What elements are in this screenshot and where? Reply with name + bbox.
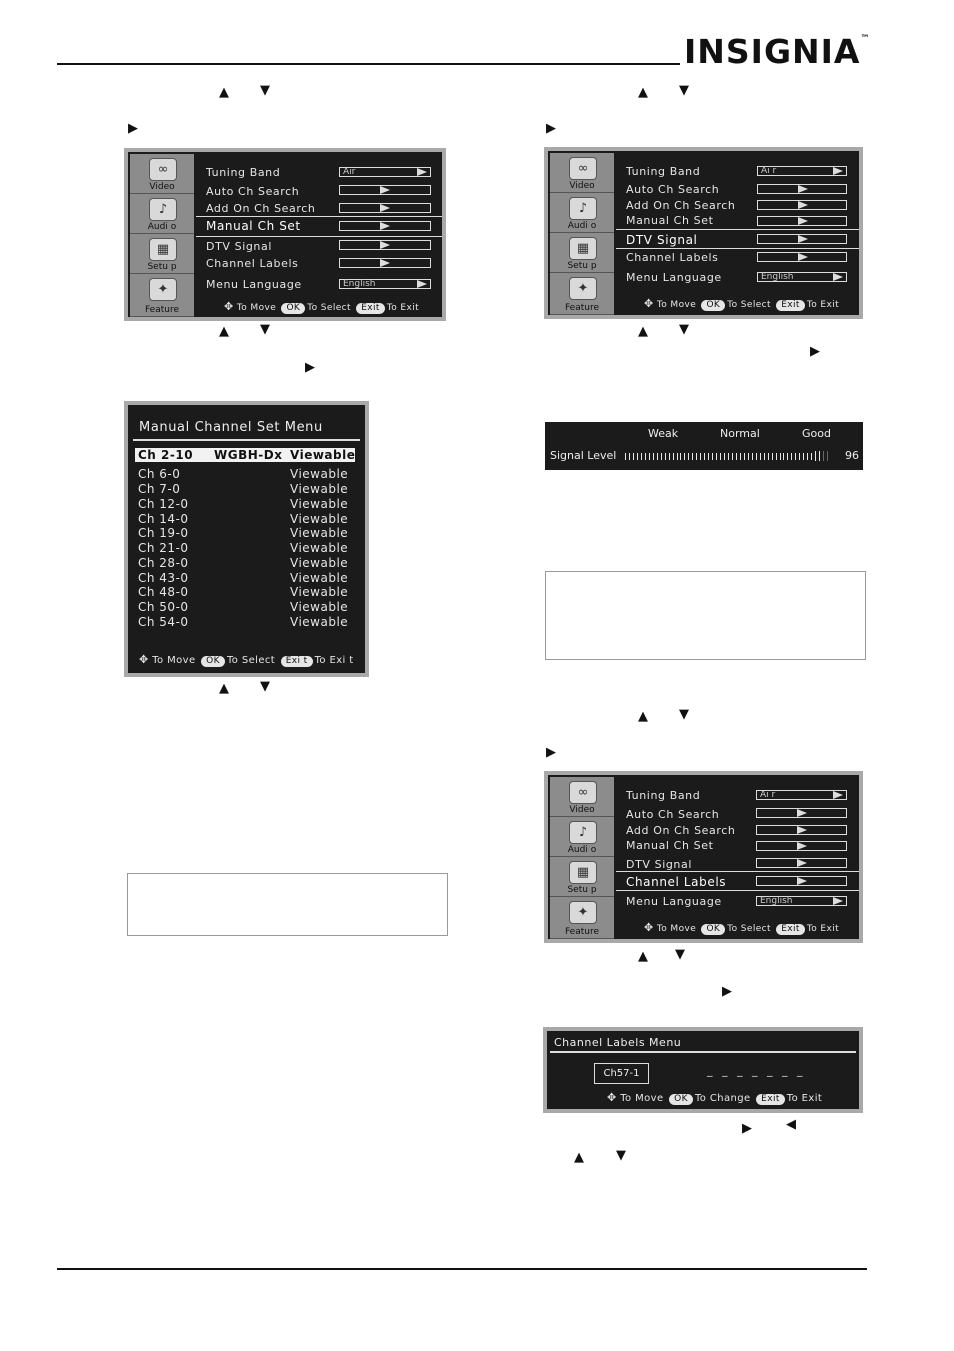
- signal-tick: [692, 453, 693, 460]
- signal-tick: [787, 453, 788, 460]
- signal-tick: [716, 453, 717, 460]
- add-on-ch-search-value[interactable]: [757, 200, 847, 210]
- channel-row[interactable]: Ch 19-0 Viewable: [138, 526, 349, 540]
- audio-icon: ♪: [569, 197, 597, 220]
- dtv-signal-value[interactable]: [756, 858, 847, 868]
- setup-menu-manual-ch-set: [124, 148, 446, 321]
- move-icon: ✥: [607, 1091, 617, 1104]
- tuning-band-value[interactable]: Air: [339, 167, 431, 177]
- up-arrow-icon: ▲: [638, 85, 648, 100]
- signal-tick: [760, 453, 761, 460]
- up-arrow-icon: ▲: [638, 949, 648, 964]
- audio-icon: ♪: [149, 198, 177, 221]
- video-icon: ∞: [569, 781, 597, 804]
- signal-tick: [736, 453, 737, 460]
- audio-icon: ♪: [569, 821, 597, 844]
- setup-menu-channel-labels: [544, 771, 863, 943]
- signal-level-label: Signal Level: [550, 449, 617, 462]
- signal-tick: [791, 453, 792, 460]
- signal-tick: [661, 453, 662, 460]
- down-arrow-icon: ▼: [260, 83, 270, 98]
- channel-labels-value[interactable]: [339, 258, 431, 268]
- signal-tick: [815, 451, 816, 461]
- signal-tick: [752, 453, 753, 460]
- channel-row[interactable]: Ch 12-0 Viewable: [138, 497, 349, 511]
- row-tuning-band[interactable]: Tuning Band: [206, 166, 281, 179]
- selected-channel-row[interactable]: Ch 2-10 WGBH-Dx Viewable: [135, 448, 355, 462]
- tab-setup[interactable]: ▦ Setu p: [550, 233, 614, 273]
- row-add-on-ch-search[interactable]: Add On Ch Search: [206, 202, 316, 215]
- auto-ch-search-value[interactable]: [757, 184, 847, 194]
- down-arrow-icon: ▼: [679, 83, 689, 98]
- row-menu-language[interactable]: Menu Language: [626, 271, 722, 284]
- menu-footer: ✥ To Move OK To Select Exit To Exit: [644, 297, 840, 310]
- row-channel-labels[interactable]: Channel Labels: [626, 251, 719, 264]
- channel-labels-title: Channel Labels Menu: [554, 1036, 682, 1049]
- signal-tick: [673, 453, 674, 460]
- tab-feature[interactable]: ✦ Feature: [550, 273, 614, 315]
- feature-icon: ✦: [149, 278, 177, 301]
- signal-tick: [724, 453, 725, 460]
- channel-number-field[interactable]: Ch57-1: [594, 1063, 649, 1084]
- menu-footer: ✥ To Move OK To Select Exit To Exit: [644, 921, 840, 934]
- setup-menu-dtv-signal: [544, 147, 863, 319]
- right-arrow-icon: ▶: [810, 344, 820, 359]
- signal-tick: [633, 453, 634, 460]
- signal-tick: [783, 453, 784, 460]
- signal-tick: [708, 453, 709, 460]
- signal-tick: [629, 453, 630, 460]
- left-arrow-icon: ◀: [786, 1117, 796, 1132]
- signal-ticks: [625, 451, 831, 461]
- channel-row[interactable]: Ch 54-0 Viewable: [138, 615, 349, 629]
- signal-tick: [823, 451, 824, 461]
- up-arrow-icon: ▲: [638, 709, 648, 724]
- up-arrow-icon: ▲: [574, 1150, 584, 1165]
- menu-language-value[interactable]: English: [339, 279, 431, 289]
- move-icon: ✥: [139, 653, 149, 666]
- signal-tick: [748, 453, 749, 460]
- setup-icon: ▦: [569, 237, 597, 260]
- manual-channel-menu-title: Manual Channel Set Menu: [139, 420, 323, 435]
- channel-row[interactable]: Ch 48-0 Viewable: [138, 585, 349, 599]
- signal-tick: [641, 453, 642, 460]
- setup-icon: ▦: [149, 238, 177, 261]
- channel-labels-menu: [543, 1027, 863, 1113]
- signal-tick: [819, 451, 820, 461]
- signal-tick: [772, 453, 773, 460]
- channel-row[interactable]: Ch 14-0 Viewable: [138, 512, 349, 526]
- setup-icon: ▦: [569, 861, 597, 884]
- channel-row[interactable]: Ch 21-0 Viewable: [138, 541, 349, 555]
- signal-tick: [740, 453, 741, 460]
- manual-ch-set-value[interactable]: [339, 221, 431, 231]
- signal-tick: [720, 453, 721, 460]
- down-arrow-icon: ▼: [679, 322, 689, 337]
- signal-tick: [625, 453, 626, 460]
- channel-row[interactable]: Ch 6-0 Viewable: [138, 467, 349, 481]
- channel-row[interactable]: Ch 7-0 Viewable: [138, 482, 349, 496]
- signal-level-meter: [545, 422, 863, 470]
- menu-footer: ✥ To Move OK To Select Exit To Exit: [224, 300, 420, 313]
- move-icon: ✥: [644, 297, 654, 310]
- channel-labels-value[interactable]: [757, 252, 847, 262]
- right-arrow-icon: ▶: [722, 984, 732, 999]
- down-arrow-icon: ▼: [260, 679, 270, 694]
- signal-tick: [780, 453, 781, 460]
- signal-tick: [645, 453, 646, 460]
- good-label: Good: [802, 427, 831, 440]
- video-icon: ∞: [149, 158, 177, 181]
- move-icon: ✥: [224, 300, 234, 313]
- top-rule: [57, 63, 680, 65]
- row-menu-language[interactable]: Menu Language: [626, 895, 722, 908]
- row-tuning-band[interactable]: Tuning Band: [626, 165, 701, 178]
- tab-video[interactable]: ∞ Video: [550, 153, 614, 193]
- tab-audio[interactable]: ♪ Audi o: [550, 817, 614, 857]
- signal-tick: [665, 453, 666, 460]
- row-channel-labels[interactable]: Channel Labels: [626, 875, 727, 889]
- up-arrow-icon: ▲: [638, 324, 648, 339]
- signal-tick: [744, 453, 745, 460]
- signal-tick: [811, 453, 812, 460]
- row-manual-ch-set[interactable]: Manual Ch Set: [206, 219, 301, 233]
- signal-tick: [728, 453, 729, 460]
- dtv-signal-value[interactable]: [757, 234, 847, 244]
- channel-row[interactable]: Ch 50-0 Viewable: [138, 600, 349, 614]
- row-auto-ch-search[interactable]: Auto Ch Search: [626, 183, 720, 196]
- signal-tick: [799, 453, 800, 460]
- row-dtv-signal[interactable]: DTV Signal: [626, 233, 698, 247]
- row-dtv-signal[interactable]: DTV Signal: [626, 858, 693, 871]
- channel-labels-value[interactable]: [756, 876, 847, 886]
- signal-tick: [677, 453, 678, 460]
- up-arrow-icon: ▲: [219, 681, 229, 696]
- note-box: [545, 571, 866, 660]
- signal-tick: [696, 453, 697, 460]
- signal-tick: [684, 453, 685, 460]
- bottom-rule: [57, 1268, 867, 1270]
- note-box: [127, 873, 448, 936]
- menu-tabs: [130, 154, 194, 315]
- row-tuning-band[interactable]: Tuning Band: [626, 789, 701, 802]
- signal-tick: [768, 453, 769, 460]
- signal-tick: [637, 453, 638, 460]
- tuning-band-value[interactable]: Ai r: [756, 790, 847, 800]
- up-arrow-icon: ▲: [219, 85, 229, 100]
- signal-tick: [732, 453, 733, 460]
- down-arrow-icon: ▼: [679, 707, 689, 722]
- right-arrow-icon: ▶: [546, 121, 556, 136]
- signal-tick: [700, 453, 701, 460]
- tuning-band-value[interactable]: Ai r: [757, 166, 847, 176]
- manual-ch-set-value[interactable]: [756, 841, 847, 851]
- signal-tick: [756, 453, 757, 460]
- manual-ch-set-value[interactable]: [757, 216, 847, 226]
- auto-ch-search-value[interactable]: [756, 808, 847, 818]
- signal-tick: [680, 453, 681, 460]
- row-add-on-ch-search[interactable]: Add On Ch Search: [626, 199, 736, 212]
- auto-ch-search-value[interactable]: [339, 185, 431, 195]
- signal-tick: [807, 453, 808, 460]
- right-arrow-icon: ▶: [128, 121, 138, 136]
- add-on-ch-search-value[interactable]: [339, 203, 431, 213]
- signal-tick: [649, 453, 650, 460]
- signal-value: 96: [845, 449, 859, 462]
- menu-language-value[interactable]: English: [757, 272, 847, 282]
- channel-labels-footer: ✥ To Move OK To Change Exit To Exit: [607, 1091, 823, 1104]
- signal-tick: [776, 453, 777, 460]
- right-arrow-icon: ▶: [305, 360, 315, 375]
- down-arrow-icon: ▼: [616, 1148, 626, 1163]
- tab-video[interactable]: ∞ Video: [130, 154, 194, 194]
- row-auto-ch-search[interactable]: Auto Ch Search: [206, 185, 300, 198]
- signal-tick: [827, 451, 828, 461]
- channel-row[interactable]: Ch 28-0 Viewable: [138, 556, 349, 570]
- insignia-logo: INSIGNIA™: [684, 32, 871, 71]
- signal-tick: [764, 453, 765, 460]
- row-menu-language[interactable]: Menu Language: [206, 278, 302, 291]
- menu-language-value[interactable]: English: [756, 896, 847, 906]
- normal-label: Normal: [720, 427, 760, 440]
- signal-tick: [704, 453, 705, 460]
- tab-setup[interactable]: ▦ Setu p: [550, 857, 614, 897]
- tab-video[interactable]: ∞ Video: [550, 777, 614, 817]
- feature-icon: ✦: [569, 277, 597, 300]
- row-add-on-ch-search[interactable]: Add On Ch Search: [626, 824, 736, 837]
- add-on-ch-search-value[interactable]: [756, 825, 847, 835]
- signal-tick: [669, 453, 670, 460]
- right-arrow-icon: ▶: [742, 1121, 752, 1136]
- feature-icon: ✦: [569, 901, 597, 924]
- tab-feature[interactable]: ✦ Feature: [550, 897, 614, 939]
- up-arrow-icon: ▲: [219, 324, 229, 339]
- tab-setup[interactable]: ▦ Setu p: [130, 234, 194, 274]
- video-icon: ∞: [569, 157, 597, 180]
- signal-tick: [653, 453, 654, 460]
- row-dtv-signal[interactable]: DTV Signal: [206, 240, 273, 253]
- weak-label: Weak: [648, 427, 679, 440]
- tab-audio[interactable]: ♪ Audi o: [550, 193, 614, 233]
- down-arrow-icon: ▼: [260, 322, 270, 337]
- down-arrow-icon: ▼: [675, 947, 685, 962]
- signal-tick: [688, 453, 689, 460]
- manual-channel-footer: ✥ To Move OK To Select Exi t To Exi t: [139, 653, 354, 666]
- signal-tick: [803, 453, 804, 460]
- dtv-signal-value[interactable]: [339, 240, 431, 250]
- row-auto-ch-search[interactable]: Auto Ch Search: [626, 808, 720, 821]
- manual-channel-set-menu: [124, 401, 369, 677]
- row-manual-ch-set[interactable]: Manual Ch Set: [626, 214, 714, 227]
- row-manual-ch-set[interactable]: Manual Ch Set: [626, 839, 714, 852]
- row-channel-labels[interactable]: Channel Labels: [206, 257, 299, 270]
- signal-tick: [795, 453, 796, 460]
- tab-audio[interactable]: ♪ Audi o: [130, 194, 194, 234]
- signal-tick: [712, 453, 713, 460]
- move-icon: ✥: [644, 921, 654, 934]
- channel-row[interactable]: Ch 43-0 Viewable: [138, 571, 349, 585]
- tab-feature[interactable]: ✦ Feature: [130, 274, 194, 317]
- label-input[interactable]: _ _ _ _ _ _ _: [707, 1064, 806, 1077]
- signal-tick: [657, 453, 658, 460]
- right-arrow-icon: ▶: [546, 745, 556, 760]
